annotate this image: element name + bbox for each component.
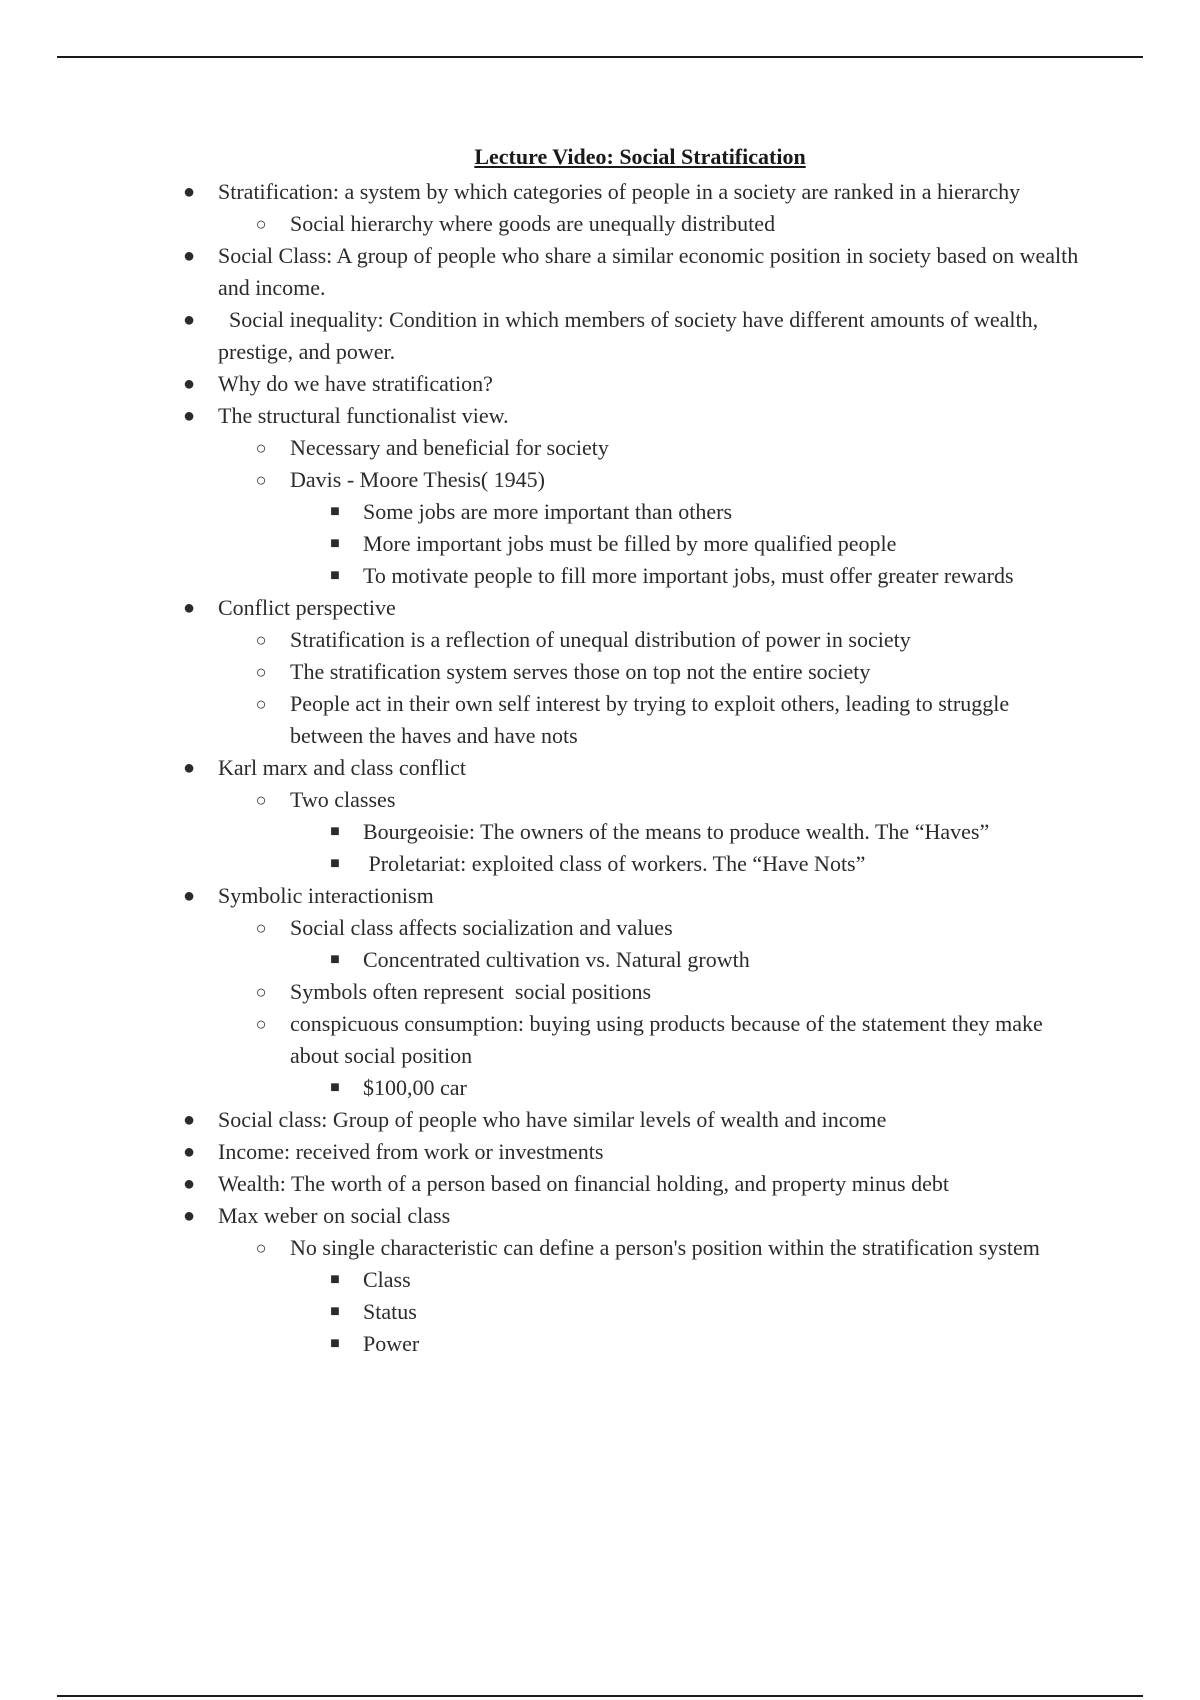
list-item-level-2 [0, 976, 1200, 1008]
list-item-text: Conflict perspective [218, 595, 396, 620]
list-item-level-2 [0, 1008, 1200, 1072]
list-item-text: Social hierarchy where goods are unequally distributed [290, 211, 776, 236]
bottom-divider [57, 1695, 1143, 1697]
list-item-text: Income: received from work or investments [218, 1139, 604, 1164]
list-item-level-3 [0, 528, 1200, 560]
bullet-icon: ● [182, 405, 196, 427]
list-item-text: Davis - Moore Thesis( 1945) [290, 467, 545, 492]
list-item-level-1 [0, 368, 1200, 400]
list-item-level-3 [0, 560, 1200, 592]
list-item-level-3 [0, 496, 1200, 528]
bullet-icon: ■ [330, 503, 340, 520]
bullet-icon: ● [182, 597, 196, 619]
list-item-level-1 [0, 592, 1200, 624]
bullet-icon: ■ [330, 855, 340, 872]
bullet-icon: ● [182, 1173, 196, 1195]
list-item-text: Necessary and beneficial for society [290, 435, 609, 460]
list-item-level-2 [0, 208, 1200, 240]
list-item-level-3 [0, 816, 1200, 848]
list-item-level-1 [0, 1136, 1200, 1168]
bullet-icon: ■ [330, 535, 340, 552]
list-item-level-1 [0, 304, 1200, 368]
list-item-level-2 [0, 464, 1200, 496]
list-item-text: The structural functionalist view. [218, 403, 509, 428]
list-item-text: Symbolic interactionism [218, 883, 434, 908]
list-item-text: Status [363, 1299, 417, 1324]
bullet-icon: ● [182, 181, 196, 203]
list-item-level-1 [0, 1200, 1200, 1232]
list-item-text: Social inequality: Condition in which members of society have different amounts of wealth, prestige, and power. [218, 307, 1039, 364]
list-item-text: Why do we have stratification? [218, 371, 493, 396]
bullet-icon: ● [182, 1109, 196, 1131]
list-item-text: Stratification is a reflection of unequal distribution of power in society [290, 627, 911, 652]
bullet-icon: ○ [255, 1014, 267, 1034]
bullet-icon: ● [182, 309, 196, 331]
bullet-icon: ○ [255, 694, 267, 714]
list-item-level-3 [0, 1264, 1200, 1296]
bullet-icon: ■ [330, 1303, 340, 1320]
list-item-text: More important jobs must be filled by more qualified people [363, 531, 897, 556]
list-item-text: Stratification: a system by which categories of people in a society are ranked in a hierarchy [218, 179, 1021, 204]
bullet-icon: ○ [255, 982, 267, 1002]
list-item-level-3 [0, 1328, 1200, 1360]
list-item-level-1 [0, 400, 1200, 432]
list-item-level-3 [0, 944, 1200, 976]
list-item-text: Class [363, 1267, 411, 1292]
list-item-text: Some jobs are more important than others [363, 499, 733, 524]
bullet-icon: ■ [330, 567, 340, 584]
list-item-text: conspicuous consumption: buying using products because of the statement they make about social position [290, 1011, 1043, 1068]
list-item-level-1 [0, 240, 1200, 304]
bullet-icon: ○ [255, 918, 267, 938]
list-item-level-1 [0, 752, 1200, 784]
list-item-level-3 [0, 848, 1200, 880]
list-item-text: $100,00 car [363, 1075, 467, 1100]
list-item-text: To motivate people to fill more important jobs, must offer greater rewards [363, 563, 1014, 588]
list-item-level-2 [0, 912, 1200, 944]
bullet-icon: ● [182, 1141, 196, 1163]
bullet-icon: ● [182, 1205, 196, 1227]
bullet-icon: ● [182, 245, 196, 267]
top-divider [57, 56, 1143, 58]
list-item-level-1 [0, 176, 1200, 208]
list-item-level-1 [0, 1168, 1200, 1200]
list-item-text: Social class affects socialization and values [290, 915, 673, 940]
list-item-level-1 [0, 1104, 1200, 1136]
list-item-level-3 [0, 1072, 1200, 1104]
bullet-icon: ■ [330, 1271, 340, 1288]
bullet-icon: ○ [255, 214, 267, 234]
list-item-text: Bourgeoisie: The owners of the means to produce wealth. The “Haves” [363, 819, 990, 844]
list-item-text: Social Class: A group of people who share a similar economic position in society based on wealth and income. [218, 243, 1079, 300]
list-item-level-2 [0, 624, 1200, 656]
bullet-icon: ○ [255, 662, 267, 682]
list-item-level-2 [0, 432, 1200, 464]
page-title: Lecture Video: Social Stratification [474, 144, 806, 169]
list-item-text: Two classes [290, 787, 396, 812]
list-item-level-3 [0, 1296, 1200, 1328]
bullet-icon: ■ [330, 823, 340, 840]
bullet-icon: ● [182, 757, 196, 779]
list-item-text: The stratification system serves those on top not the entire society [290, 659, 871, 684]
list-item-text: Max weber on social class [218, 1203, 451, 1228]
bullet-icon: ■ [330, 951, 340, 968]
list-item-text: Power [363, 1331, 420, 1356]
list-item-text: No single characteristic can define a person's position within the stratification system [290, 1235, 1040, 1260]
list-item-level-2 [0, 656, 1200, 688]
bullet-icon: ● [182, 885, 196, 907]
list-item-text: Proletariat: exploited class of workers. The “Have Nots” [363, 851, 866, 876]
bullet-icon: ○ [255, 630, 267, 650]
list-item-level-2 [0, 688, 1200, 752]
list-item-text: Concentrated cultivation vs. Natural growth [363, 947, 750, 972]
bullet-icon: ○ [255, 470, 267, 490]
list-item-text: Karl marx and class conflict [218, 755, 467, 780]
list-item-text: Wealth: The worth of a person based on financial holding, and property minus debt [218, 1171, 949, 1196]
list-item-text: People act in their own self interest by trying to exploit others, leading to struggle between the haves and have nots [290, 691, 1010, 748]
list-item-level-2 [0, 1232, 1200, 1264]
list-item-text: Social class: Group of people who have similar levels of wealth and income [218, 1107, 887, 1132]
notes-outline [0, 176, 1200, 1360]
list-item-level-2 [0, 784, 1200, 816]
bullet-icon: ○ [255, 1238, 267, 1258]
bullet-icon: ■ [330, 1079, 340, 1096]
list-item-level-1 [0, 880, 1200, 912]
list-item-text: Symbols often represent social positions [290, 979, 652, 1004]
bullet-icon: ● [182, 373, 196, 395]
bullet-icon: ○ [255, 438, 267, 458]
bullet-icon: ○ [255, 790, 267, 810]
bullet-icon: ■ [330, 1335, 340, 1352]
